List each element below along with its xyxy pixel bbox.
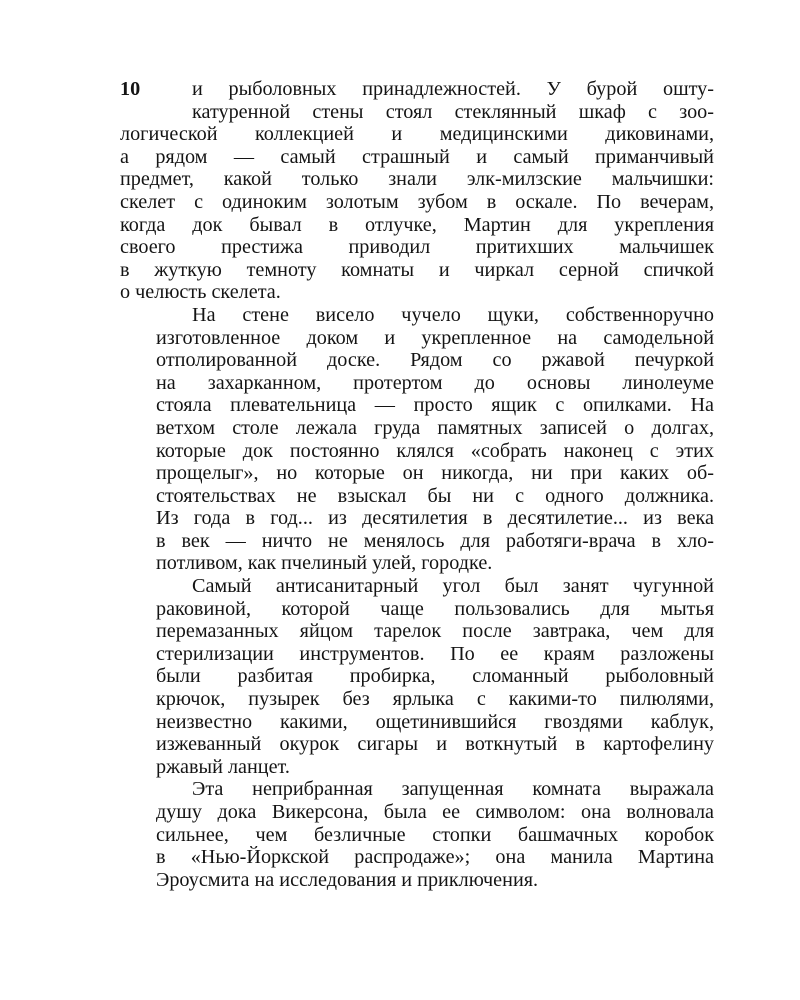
text-line: изжеванный окурок сигары и воткнутый в картофелину bbox=[156, 733, 714, 756]
text-line: стояла плевательница — просто ящик с опилками. На bbox=[156, 394, 714, 417]
text-line: раковиной, которой чаще пользовались для мытья bbox=[156, 597, 714, 620]
text-line: ветхом столе лежала груда памятных записей о долгах, bbox=[156, 416, 714, 439]
text-line: потливом, как пчелиный улей, городке. bbox=[156, 552, 493, 575]
text-line: в век — ничто не менялось для работяги-врача в хло- bbox=[156, 529, 714, 552]
text-line: логической коллекцией и медицинскими диковинами, bbox=[120, 123, 714, 146]
paragraph-2 bbox=[120, 304, 714, 575]
text-line: сильнее, чем безличные стопки башмачных коробок bbox=[156, 823, 714, 846]
paragraph-1 bbox=[120, 78, 714, 304]
text-line: ржавый ланцет. bbox=[156, 755, 290, 778]
page-number: 10 bbox=[120, 78, 141, 100]
text-line: катуренной стены стоял стеклянный шкаф с зоо- bbox=[192, 100, 714, 123]
text-line: которые док постоянно клялся «собрать наконец с этих bbox=[156, 439, 714, 462]
page-body bbox=[120, 78, 714, 891]
text-line: стоятельствах не взыскал бы ни с одного должника. bbox=[156, 484, 714, 507]
text-line: когда док бывал в отлучке, Мартин для укрепления bbox=[120, 213, 714, 236]
text-line: и рыболовных принадлежностей. У бурой ошту- bbox=[192, 78, 714, 100]
text-line: в жуткую темноту комнаты и чиркал серной спичкой bbox=[120, 258, 714, 281]
text-line: Эроусмита на исследования и приключения. bbox=[156, 868, 539, 891]
text-line: перемазанных яйцом тарелок после завтрака, чем для bbox=[156, 620, 714, 643]
text-line: Из года в год... из десятилетия в десятилетие... из века bbox=[156, 507, 714, 530]
text-line: на захарканном, протертом до основы линолеуме bbox=[156, 371, 714, 394]
text-line: неизвестно какими, ощетинившийся гвоздями каблук, bbox=[156, 710, 714, 733]
text-line: были разбитая пробирка, сломанный рыболовный bbox=[156, 665, 714, 688]
text-line: отполированной доске. Рядом со ржавой печуркой bbox=[156, 349, 714, 372]
text-line: о челюсть скелета. bbox=[120, 281, 281, 304]
text-line: а рядом — самый страшный и самый приманчивый bbox=[120, 145, 714, 168]
text-line: На стене висело чучело щуки, собственноручно bbox=[192, 303, 714, 326]
paragraph-4 bbox=[120, 778, 714, 891]
text-line: Самый антисанитарный угол был занят чугунной bbox=[192, 575, 714, 598]
text-line: душу дока Викерсона, была ее символом: она волновала bbox=[156, 801, 714, 823]
text-line: скелет с одиноким золотым зубом в оскале. По вечерам, bbox=[120, 190, 714, 213]
text-line: стерилизации инструментов. По ее краям разложены bbox=[156, 642, 714, 665]
text-line: прощелыг», но которые он никогда, ни при каких об- bbox=[156, 462, 714, 485]
text-line: изготовленное доком и укрепленное на самодельной bbox=[156, 326, 714, 349]
text-line: своего престижа приводил притихших мальчишек bbox=[120, 236, 714, 259]
text-line: Эта неприбранная запущенная комната выражала bbox=[192, 778, 714, 801]
text-line: предмет, какой только знали элк-милзские мальчишки: bbox=[120, 168, 714, 191]
text-line: крючок, пузырек без ярлыка с какими-то пилюлями, bbox=[156, 688, 714, 711]
text-line: в «Нью-Йоркской распродаже»; она манила Мартина bbox=[156, 846, 714, 869]
paragraph-3 bbox=[120, 575, 714, 778]
